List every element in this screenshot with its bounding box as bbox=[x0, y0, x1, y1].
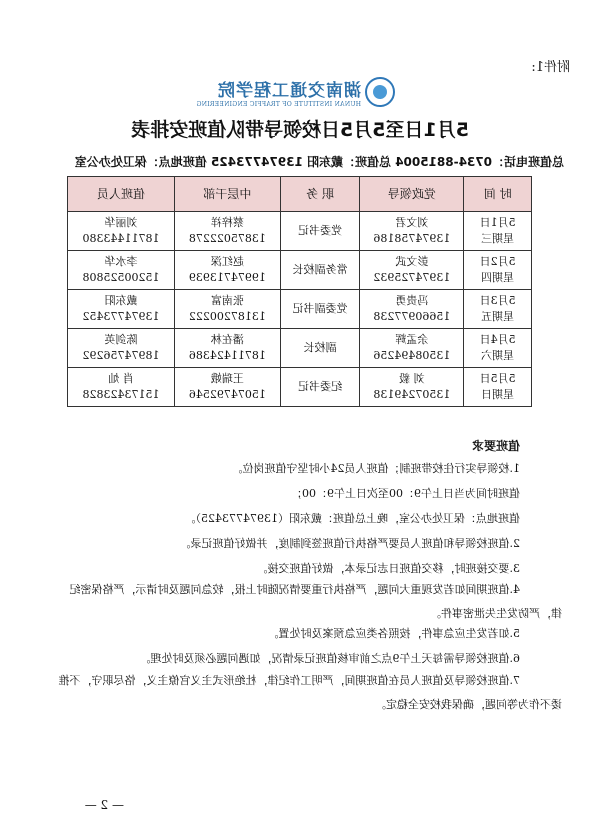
requirement-item: 1.校领导实行住校带班制；值班人员24小时坚守值班岗位。 bbox=[231, 462, 520, 475]
logo-name-en: HUNAN INSTITUTE OF TRAFFIC ENGINEERING bbox=[196, 101, 361, 108]
middle-phone: 18711424386 bbox=[188, 349, 266, 362]
leader-phone: 13974725932 bbox=[373, 271, 451, 284]
cell-leader bbox=[360, 290, 464, 329]
requirements-title: 值班要求 bbox=[471, 439, 520, 453]
cell-role: 党委书记 bbox=[280, 212, 360, 251]
cell-date: 5月1日 bbox=[479, 216, 516, 229]
middle-name: 张南富 bbox=[210, 294, 244, 307]
cell-time bbox=[464, 329, 532, 368]
table-row bbox=[68, 329, 532, 368]
leader-name: 刘 毅 bbox=[399, 372, 425, 385]
staff-phone: 15173423828 bbox=[82, 388, 160, 401]
duty-schedule-table bbox=[67, 176, 532, 407]
cell-day: 星期六 bbox=[481, 349, 515, 362]
staff-phone: 15200525808 bbox=[82, 271, 160, 284]
cell-role: 常务副校长 bbox=[280, 251, 360, 290]
middle-name: 王瑞娥 bbox=[210, 372, 244, 385]
requirement-item: 2.值班校领导和值班人员要严格执行值班签到制度，并做好值班记录。 bbox=[179, 537, 520, 550]
staff-name: 刘丽华 bbox=[104, 216, 138, 229]
cell-time bbox=[464, 290, 532, 329]
cell-role: 纪委书记 bbox=[280, 368, 360, 407]
cell-leader bbox=[360, 212, 464, 251]
cell-staff bbox=[68, 368, 175, 407]
cell-leader bbox=[360, 368, 464, 407]
requirement-item: 7.值班校领导及值班人员在值班期间，严明工作纪律，杜绝形式主义官僚主义，恪尽职守，不推诿不作为等问题，确保我校安全稳定。 bbox=[58, 674, 562, 711]
cell-day: 星期日 bbox=[481, 388, 515, 401]
middle-phone: 15074792546 bbox=[188, 388, 266, 401]
staff-phone: 13974773452 bbox=[82, 310, 160, 323]
table-row bbox=[68, 368, 532, 407]
requirement-item: 3.要交接班时，移交值班日志记录本，做好值班交接。 bbox=[256, 562, 520, 575]
cell-middle bbox=[174, 212, 280, 251]
staff-name: 肖 灿 bbox=[108, 372, 134, 385]
cell-day: 星期三 bbox=[481, 232, 515, 245]
middle-name: 潘在林 bbox=[210, 333, 244, 346]
header-leader: 党政领导 bbox=[360, 177, 464, 212]
staff-name: 陈剑英 bbox=[104, 333, 138, 346]
middle-name: 蔡梓祥 bbox=[210, 216, 244, 229]
cell-middle bbox=[174, 368, 280, 407]
cell-middle bbox=[174, 329, 280, 368]
requirement-item: 值班时间为当日上午9：00至次日上午9：00； bbox=[291, 487, 520, 500]
table-row bbox=[68, 251, 532, 290]
cell-date: 5月3日 bbox=[479, 294, 516, 307]
cell-date: 5月2日 bbox=[479, 255, 516, 268]
leader-phone: 13974758186 bbox=[373, 232, 451, 245]
leader-name: 冯贵勇 bbox=[395, 294, 429, 307]
cell-middle bbox=[174, 251, 280, 290]
cell-staff bbox=[68, 251, 175, 290]
cell-time bbox=[464, 212, 532, 251]
staff-name: 戴东阳 bbox=[104, 294, 138, 307]
document-title: 5月1日至5月5日校领导带队值班安排表 bbox=[131, 119, 469, 141]
cell-role: 党委副书记 bbox=[280, 290, 360, 329]
staff-name: 李水华 bbox=[104, 255, 138, 268]
requirement-item: 5.如若发生应急事件，按照各类应急预案及时处置。 bbox=[267, 627, 520, 640]
leader-phone: 13508494256 bbox=[373, 349, 451, 362]
attachment-label: 附件1: bbox=[531, 60, 570, 75]
cell-role: 副校长 bbox=[280, 329, 360, 368]
cell-staff bbox=[68, 329, 175, 368]
cell-time bbox=[464, 251, 532, 290]
table-row bbox=[68, 290, 532, 329]
cell-date: 5月4日 bbox=[479, 333, 516, 346]
header-role: 职 务 bbox=[280, 177, 360, 212]
middle-phone: 13875022278 bbox=[188, 232, 266, 245]
school-emblem-icon bbox=[365, 77, 395, 107]
table-row bbox=[68, 212, 532, 251]
duty-info-line: 总值班电话：0734-8815004 总值班：戴东阳 13974773425 值班地点：保卫处办公室 bbox=[74, 155, 564, 169]
middle-phone: 19974713939 bbox=[188, 271, 266, 284]
middle-name: 赵红深 bbox=[210, 255, 244, 268]
middle-phone: 13187200222 bbox=[188, 310, 266, 323]
cell-leader bbox=[360, 251, 464, 290]
staff-phone: 18974756292 bbox=[82, 349, 160, 362]
header-time: 时 间 bbox=[464, 177, 532, 212]
header-middle: 中层干部 bbox=[174, 177, 280, 212]
logo-name-cn: 湖南交通工程学院 bbox=[217, 81, 361, 101]
cell-time bbox=[464, 368, 532, 407]
cell-day: 星期四 bbox=[481, 271, 515, 284]
requirement-item: 6.值班校领导需每天上午9点之前审核值班记录情况，如遇问题必须及时处理。 bbox=[139, 652, 520, 665]
requirement-item: 4.值班期间如若发现重大问题，严格执行重要情况随时上报，较急问题及时请示，严格保密纪律，严防发生失泄密事件。 bbox=[69, 583, 562, 620]
leader-name: 余孟辉 bbox=[395, 333, 429, 346]
school-logo bbox=[196, 74, 395, 110]
cell-middle bbox=[174, 290, 280, 329]
cell-staff bbox=[68, 290, 175, 329]
leader-name: 彭文武 bbox=[395, 255, 429, 268]
cell-staff bbox=[68, 212, 175, 251]
header-staff: 值班人员 bbox=[68, 177, 175, 212]
page-number: — 2 — bbox=[84, 798, 124, 812]
cell-date: 5月5日 bbox=[479, 372, 516, 385]
leader-phone: 15660977238 bbox=[373, 310, 451, 323]
leader-phone: 13507249138 bbox=[373, 388, 451, 401]
staff-phone: 18711443380 bbox=[82, 232, 160, 245]
leader-name: 刘文君 bbox=[395, 216, 429, 229]
cell-day: 星期五 bbox=[481, 310, 515, 323]
requirement-item: 值班地点：保卫处办公室，晚上总值班：戴东阳（13974773425）。 bbox=[184, 512, 520, 525]
table-header-row bbox=[68, 177, 532, 212]
cell-leader bbox=[360, 329, 464, 368]
